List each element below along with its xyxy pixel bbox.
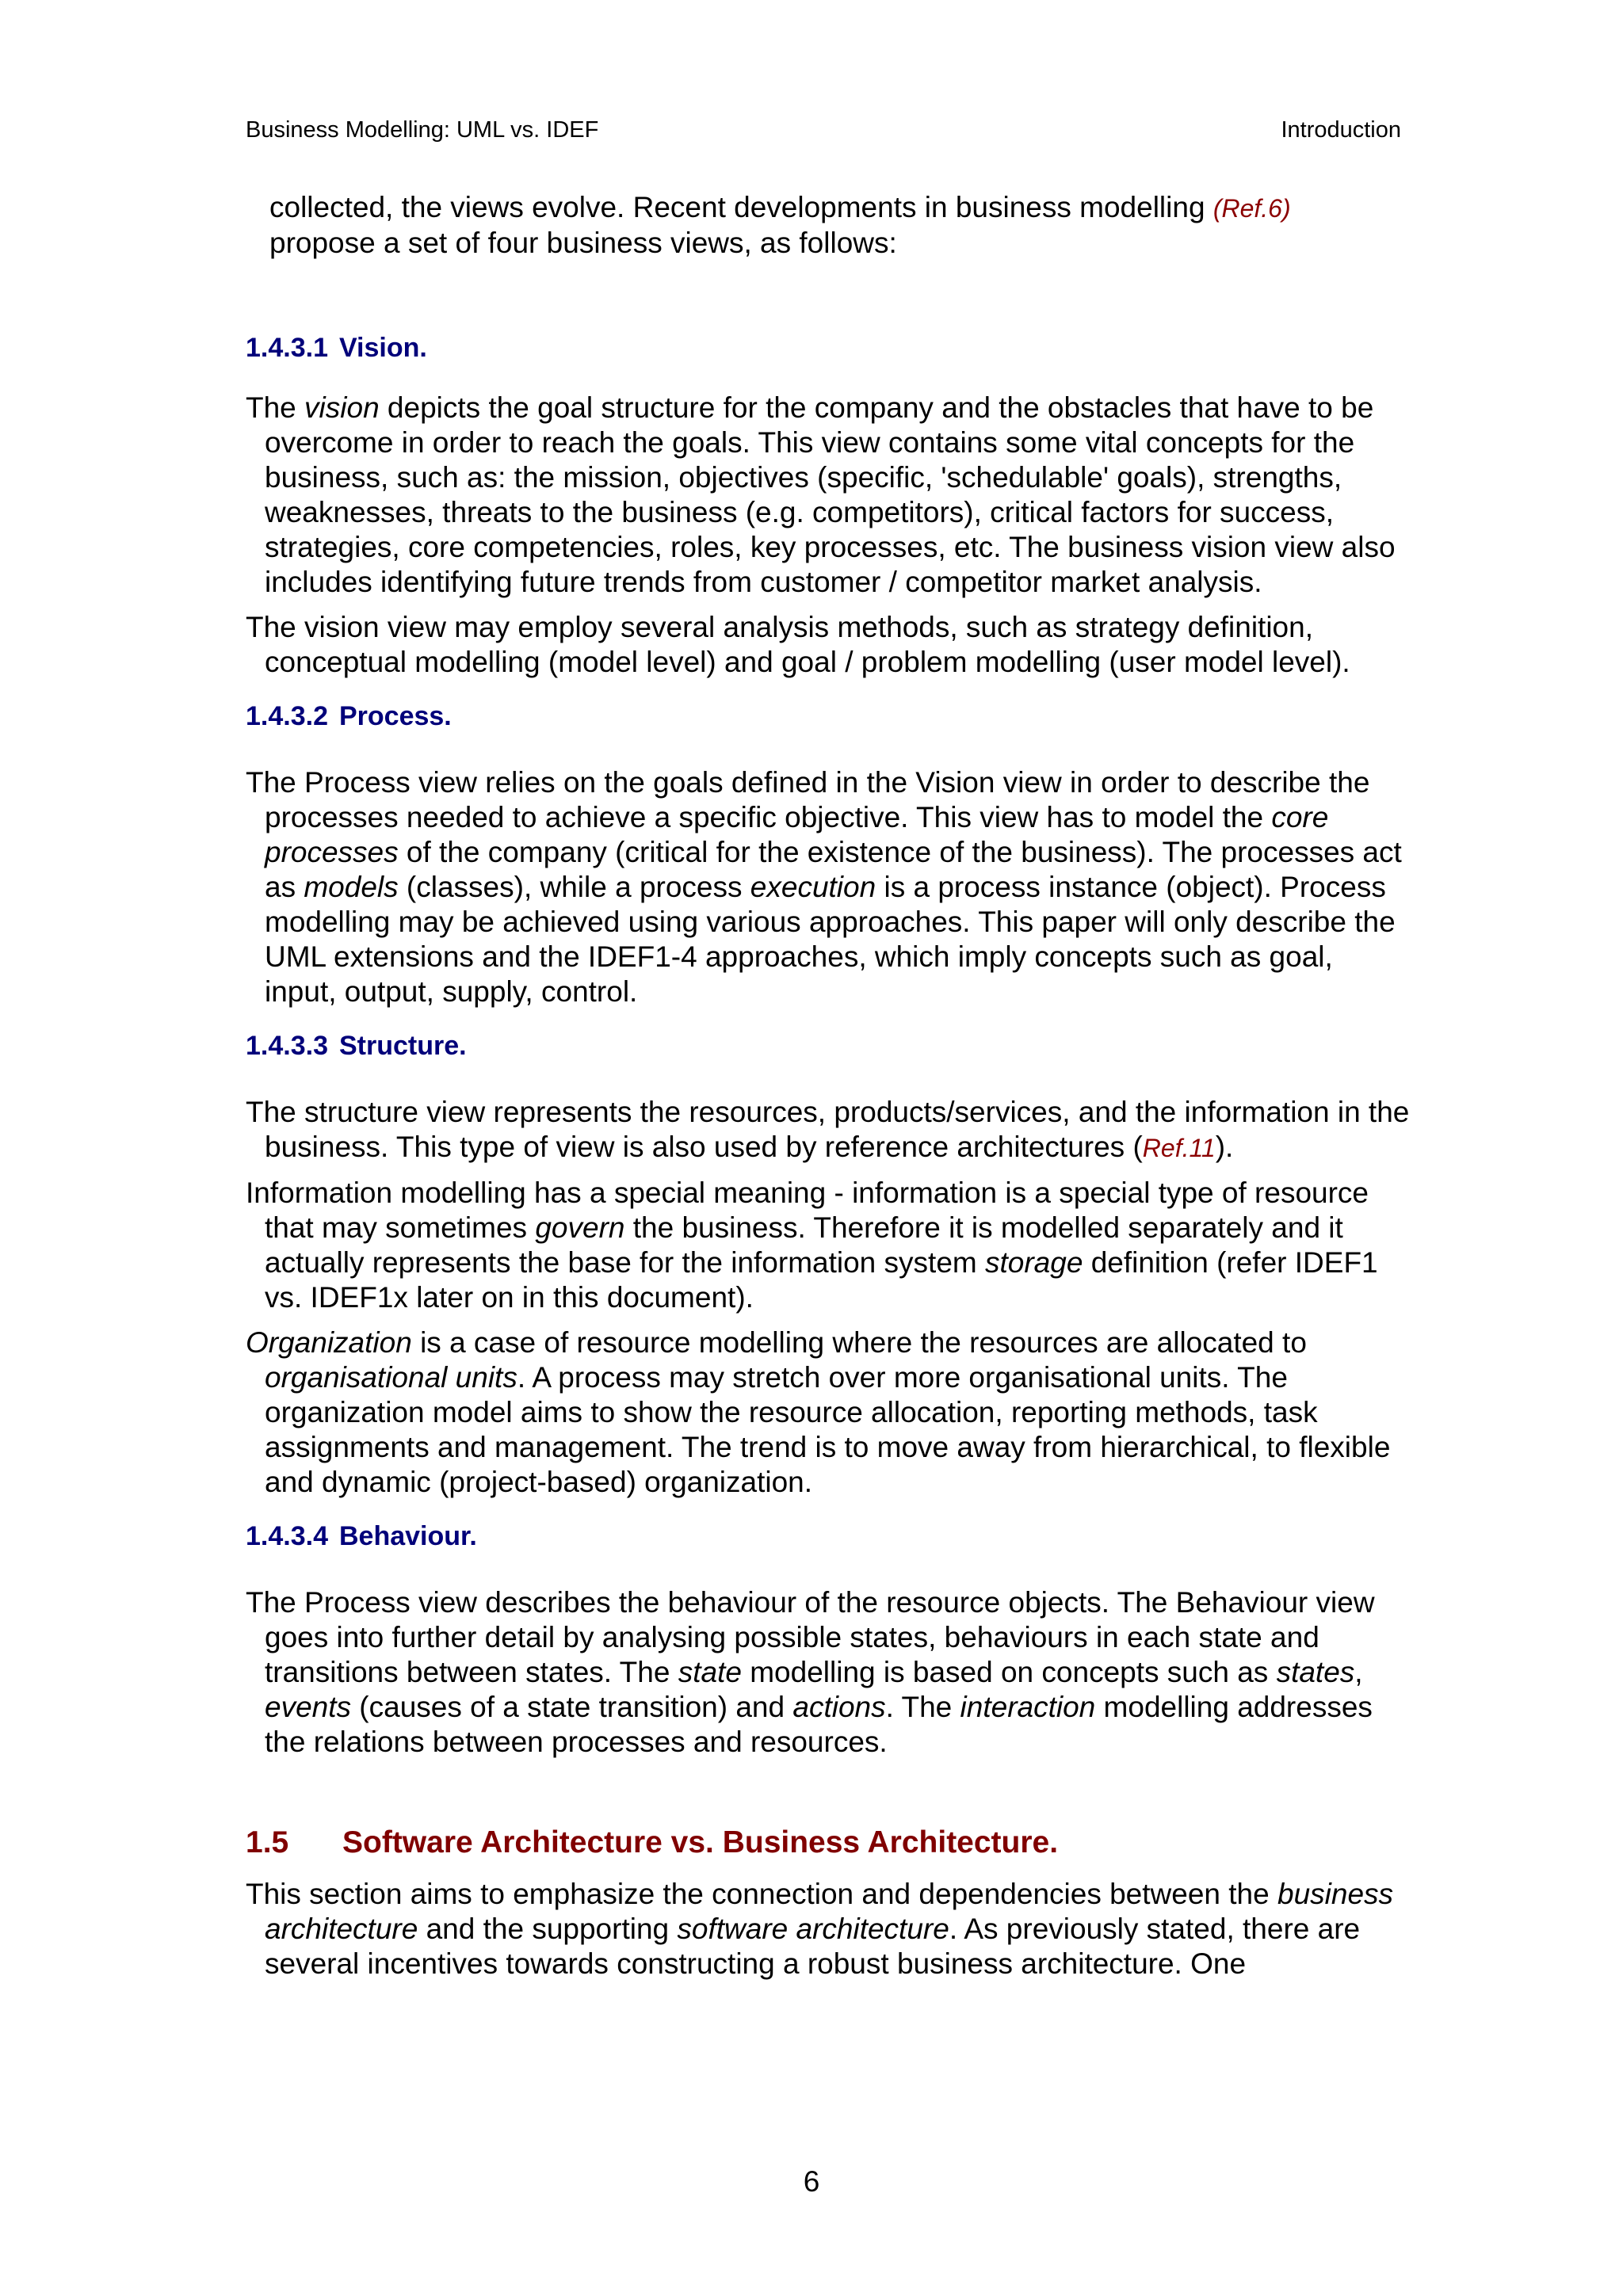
page-number: 6 [803, 2165, 820, 2198]
text-run: The Process view relies on the goals defined in the Vision view in order to describe the processes needed to achieve a specific objective. This view has to model the [246, 766, 1370, 833]
heading-text: Process. [338, 701, 452, 731]
page-content [246, 190, 1411, 1992]
text-run: , [1354, 1656, 1363, 1688]
vision-paragraph-2: The vision view may employ several analysis methods, such as strategy definition, conceptual modelling (model level) and goal / problem modelling (user model level). [246, 611, 1350, 678]
heading-section-1-5 [246, 1823, 1411, 1863]
emphasis: organisational units [265, 1361, 517, 1394]
emphasis: actions [792, 1691, 886, 1723]
text-run: . The [885, 1691, 960, 1723]
intro-text-2: propose a set of four business views, as follows: [269, 227, 897, 259]
text-run: . As previously stated, there are several incentives towards constructing a robust business architecture. One [265, 1913, 1361, 1980]
process-paragraph-1 [246, 765, 1411, 1009]
page-footer [0, 2164, 1623, 2199]
emphasis: business architecture [265, 1878, 1394, 1945]
heading-text: Vision. [338, 333, 427, 363]
section15-paragraph-1 [246, 1877, 1411, 1981]
text-run: ). [1215, 1131, 1234, 1163]
header-title: Business Modelling: UML vs. IDEF [246, 117, 599, 143]
section-title: Software Architecture vs. Business Architecture. [342, 1825, 1059, 1859]
heading-process [246, 699, 1411, 734]
vision-paragraph-1 [246, 391, 1411, 600]
emphasis: state [678, 1656, 742, 1688]
heading-behaviour [246, 1519, 1411, 1554]
text-run: is a case of resource modelling where the resources are allocated to [411, 1326, 1307, 1359]
heading-number: 1.4.3.3 [246, 1031, 328, 1061]
emphasis: software architecture [677, 1913, 949, 1945]
emphasis: interaction [960, 1691, 1096, 1723]
text-run: is a process instance (object). Process modelling may be achieved using various approaches. This paper will only describe the UML extensions and the IDEF1-4 approaches, which imply concepts such as goal, input, output, supply, control. [265, 871, 1396, 1008]
text-run: (classes), while a process [398, 871, 750, 903]
header-section: Introduction [1281, 117, 1401, 143]
emphasis: Organization [246, 1326, 412, 1359]
emphasis: storage [985, 1246, 1083, 1279]
text-run: . A process may stretch over more organisational units. The organization model aims to show the resource allocation, reporting methods, task assignments and management. The trend is to move away from hierarchical, to flexible and dynamic (project-based) organization. [265, 1361, 1391, 1498]
structure-paragraph-1 [246, 1095, 1411, 1165]
emphasis: models [304, 871, 399, 903]
reference-link[interactable]: (Ref.6) [1212, 194, 1291, 223]
section-number: 1.5 [246, 1825, 289, 1859]
text-run: modelling is based on concepts such as [741, 1656, 1277, 1688]
heading-text: Behaviour. [338, 1521, 477, 1551]
emphasis: vision [304, 391, 380, 424]
intro-paragraph [246, 190, 1411, 261]
page-header [246, 116, 1401, 144]
text-run: depicts the goal structure for the company and the obstacles that have to be overcome in order to reach the goals. This view contains some vital concepts for the business, such as: the mission, objectives (specific, 'schedulable' goals), strengths, weaknesses, threats to the business (e.g. competitors), critical factors for success, strategies, core competencies, roles, key processes, etc. The business vision view also includes identifying future trends from customer / competitor market analysis. [265, 391, 1396, 598]
emphasis: states [1276, 1656, 1355, 1688]
structure-paragraph-3 [246, 1325, 1411, 1500]
structure-paragraph-2 [246, 1176, 1411, 1315]
text-run: definition (refer IDEF1 vs. IDEF1x later on in this document). [265, 1246, 1378, 1314]
heading-vision [246, 330, 1411, 365]
heading-text: Structure. [338, 1031, 467, 1061]
emphasis: govern [535, 1211, 625, 1244]
intro-text-1: collected, the views evolve. Recent developments in business modelling [269, 191, 1213, 223]
text-run: This section aims to emphasize the connection and dependencies between the [246, 1878, 1277, 1910]
reference-link[interactable]: Ref.11 [1142, 1134, 1216, 1162]
text-run: and the supporting [418, 1913, 678, 1945]
text-run: the business. Therefore it is modelled separately and it actually represents the base for the information system [265, 1211, 1343, 1279]
text-run: modelling addresses the relations between processes and resources. [265, 1691, 1373, 1758]
heading-number: 1.4.3.1 [246, 333, 328, 363]
emphasis: events [265, 1691, 352, 1723]
text-run: The [246, 391, 305, 424]
text-run: of the company (critical for the existence of the business). The processes act as [265, 836, 1402, 903]
text-run: (causes of a state transition) and [351, 1691, 793, 1723]
behaviour-paragraph-1 [246, 1585, 1411, 1760]
text-run: Information modelling has a special meaning - information is a special type of resource that may sometimes [246, 1177, 1369, 1244]
heading-structure [246, 1028, 1411, 1063]
text-run: The Process view describes the behaviour of the resource objects. The Behaviour view goes into further detail by analysing possible states, behaviours in each state and transitions between states. The [246, 1586, 1375, 1688]
heading-number: 1.4.3.4 [246, 1521, 328, 1551]
heading-number: 1.4.3.2 [246, 701, 328, 731]
emphasis: core processes [265, 801, 1329, 868]
text-run: The structure view represents the resources, products/services, and the information in the business. This type of view is also used by reference architectures ( [246, 1096, 1410, 1163]
emphasis: execution [750, 871, 876, 903]
